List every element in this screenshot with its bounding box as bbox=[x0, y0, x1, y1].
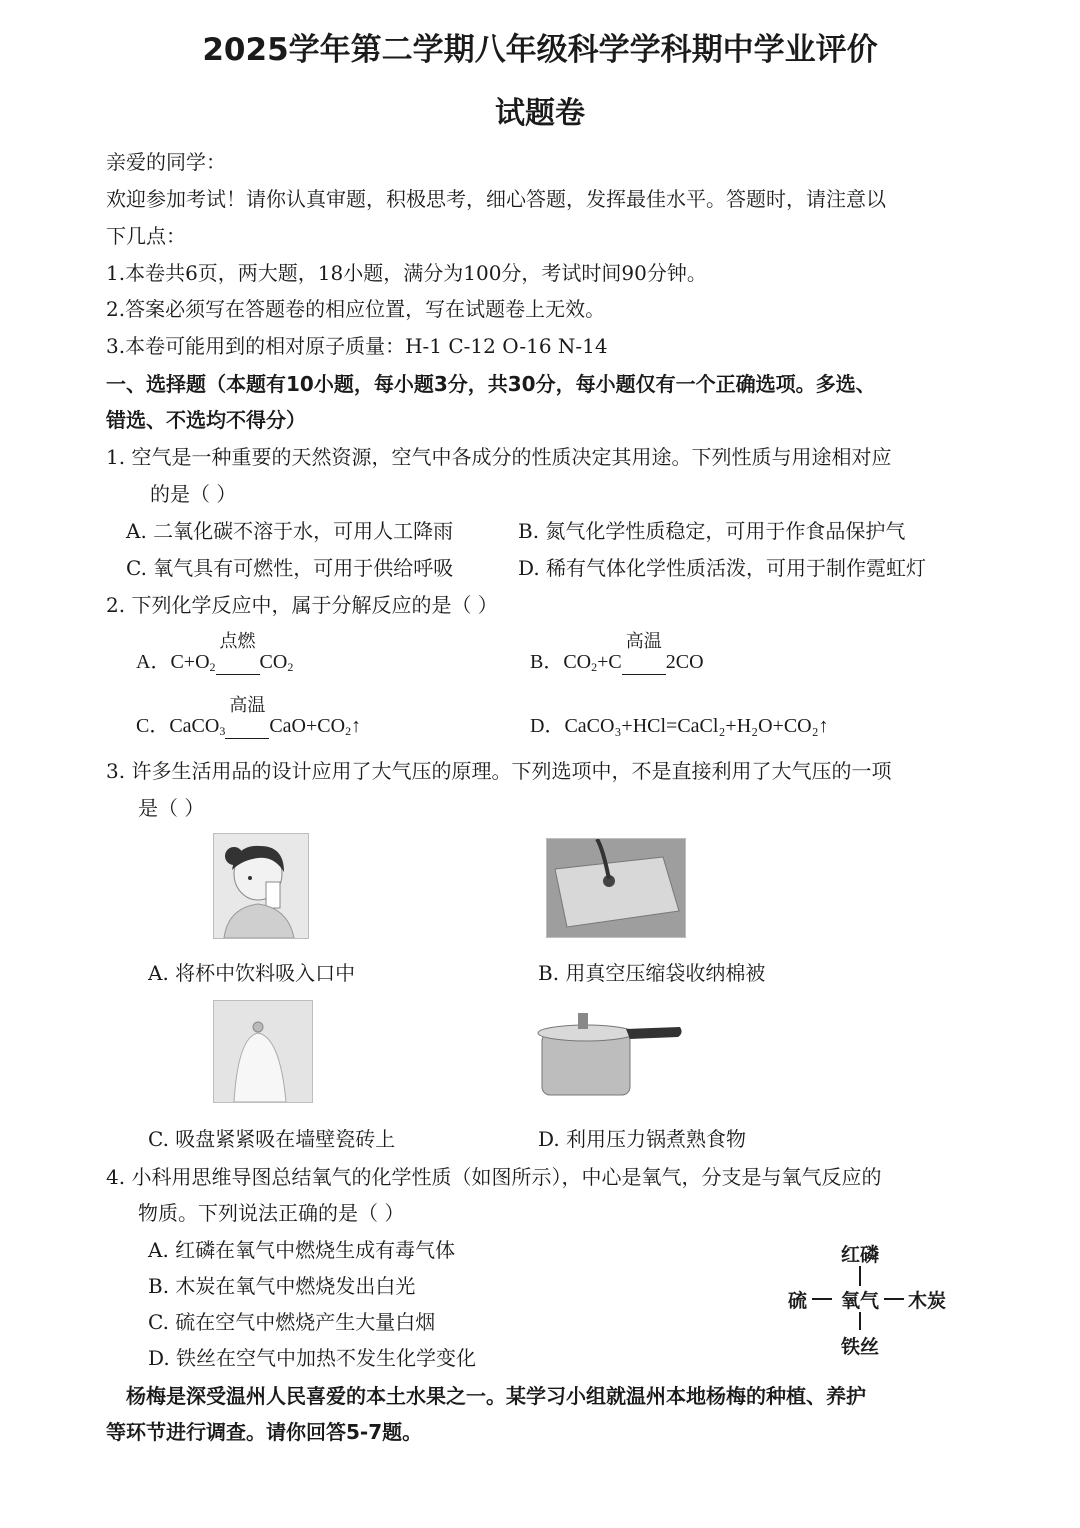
q2-stem: 2. 下列化学反应中，属于分解反应的是（ ） bbox=[106, 593, 498, 617]
q1-option-d: D. 稀有气体化学性质活泼，可用于制作霓虹灯 bbox=[518, 556, 927, 580]
q1-option-b: B. 氮气化学性质稳定，可用于作食品保护气 bbox=[518, 519, 906, 543]
q3-option-a: A. 将杯中饮料吸入口中 bbox=[148, 961, 356, 985]
intro-line-1: 欢迎参加考试！请你认真审题，积极思考，细心答题，发挥最佳水平。答题时，请注意以 bbox=[106, 187, 886, 211]
mindmap-connector bbox=[859, 1312, 861, 1330]
q4-stem-2: 物质。下列说法正确的是（ ） bbox=[138, 1201, 405, 1225]
q4-option-d: D. 铁丝在空气中加热不发生化学变化 bbox=[148, 1346, 477, 1370]
q3-option-b: B. 用真空压缩袋收纳棉被 bbox=[538, 961, 766, 985]
exam-title: 2025学年第二学期八年级科学学科期中学业评价 bbox=[202, 32, 878, 68]
mindmap-connector bbox=[812, 1298, 832, 1300]
intro-line-2: 下几点： bbox=[106, 224, 186, 248]
girl-drinking-image bbox=[213, 833, 309, 939]
q2-option-d: D．CaCO₃+HCl=CaCl₂+H₂O+CO₂↑ bbox=[530, 715, 829, 737]
section-heading-2: 错选、不选均不得分） bbox=[106, 408, 306, 432]
passage-line-2: 等环节进行调查。请你回答5-7题。 bbox=[106, 1420, 423, 1444]
q2-option-c: C．CaCO$_3$ 高温 $CaO+CO_2↑$ bbox=[136, 695, 362, 738]
mindmap-bottom-node: 铁丝 bbox=[841, 1336, 880, 1358]
q3-stem-2: 是（ ） bbox=[138, 796, 205, 820]
note-1: 1.本卷共6页，两大题，18小题，满分为100分，考试时间90分钟。 bbox=[106, 261, 707, 285]
note-2: 2.答案必须写在答题卷的相应位置，写在试题卷上无效。 bbox=[106, 297, 606, 321]
q4-option-a: A. 红磷在氧气中燃烧生成有毒气体 bbox=[148, 1238, 456, 1262]
q3-option-c: C. 吸盘紧紧吸在墙壁瓷砖上 bbox=[148, 1127, 396, 1151]
mindmap-top-node: 红磷 bbox=[841, 1244, 880, 1266]
exam-subtitle: 试题卷 bbox=[495, 96, 585, 131]
mindmap-right-node: 木炭 bbox=[908, 1290, 947, 1312]
q1-stem-1: 1. 空气是一种重要的天然资源，空气中各成分的性质决定其用途。下列性质与用途相对应 bbox=[106, 445, 892, 469]
greeting: 亲爱的同学： bbox=[106, 150, 226, 174]
q4-stem-1: 4. 小科用思维导图总结氧气的化学性质（如图所示），中心是氧气，分支是与氧气反应的 bbox=[106, 1165, 882, 1189]
q2-option-b: B．$CO_2+C$ 高温 2CO bbox=[530, 631, 704, 674]
section-heading-1: 一、选择题（本题有10小题，每小题3分，共30分，每小题仅有一个正确选项。多选、 bbox=[106, 372, 876, 396]
condition-ignite: 点燃 bbox=[216, 651, 260, 675]
q1-option-c: C. 氧气具有可燃性，可用于供给呼吸 bbox=[126, 556, 454, 580]
q4-option-c: C. 硫在空气中燃烧产生大量白烟 bbox=[148, 1310, 436, 1334]
mindmap-connector bbox=[884, 1298, 904, 1300]
note-3: 3.本卷可能用到的相对原子质量：H-1 C-12 O-16 N-14 bbox=[106, 334, 608, 358]
q1-option-a: A. 二氧化碳不溶于水，可用人工降雨 bbox=[126, 519, 454, 543]
mindmap-connector bbox=[859, 1266, 861, 1286]
pressure-cooker-image bbox=[530, 1003, 686, 1103]
mindmap-left-node: 硫 bbox=[788, 1290, 808, 1312]
suction-hook-towel-image bbox=[213, 1000, 313, 1103]
q2-option-a: A．$C+O_2$ 点燃 $CO_2$ bbox=[136, 631, 294, 674]
q1-stem-2: 的是（ ） bbox=[150, 482, 237, 506]
q3-stem-1: 3. 许多生活用品的设计应用了大气压的原理。下列选项中，不是直接利用了大气压的一项 bbox=[106, 759, 892, 783]
condition-high-temp: 高温 bbox=[622, 651, 666, 675]
q3-option-d: D. 利用压力锅煮熟食物 bbox=[538, 1127, 747, 1151]
condition-high-temp: 高温 bbox=[225, 715, 269, 739]
q4-option-b: B. 木炭在氧气中燃烧发出白光 bbox=[148, 1274, 416, 1298]
mindmap-center-node: 氧气 bbox=[841, 1290, 880, 1312]
passage-line-1: 杨梅是深受温州人民喜爱的本土水果之一。某学习小组就温州本地杨梅的种植、养护 bbox=[126, 1384, 866, 1408]
vacuum-bag-image bbox=[546, 838, 686, 938]
